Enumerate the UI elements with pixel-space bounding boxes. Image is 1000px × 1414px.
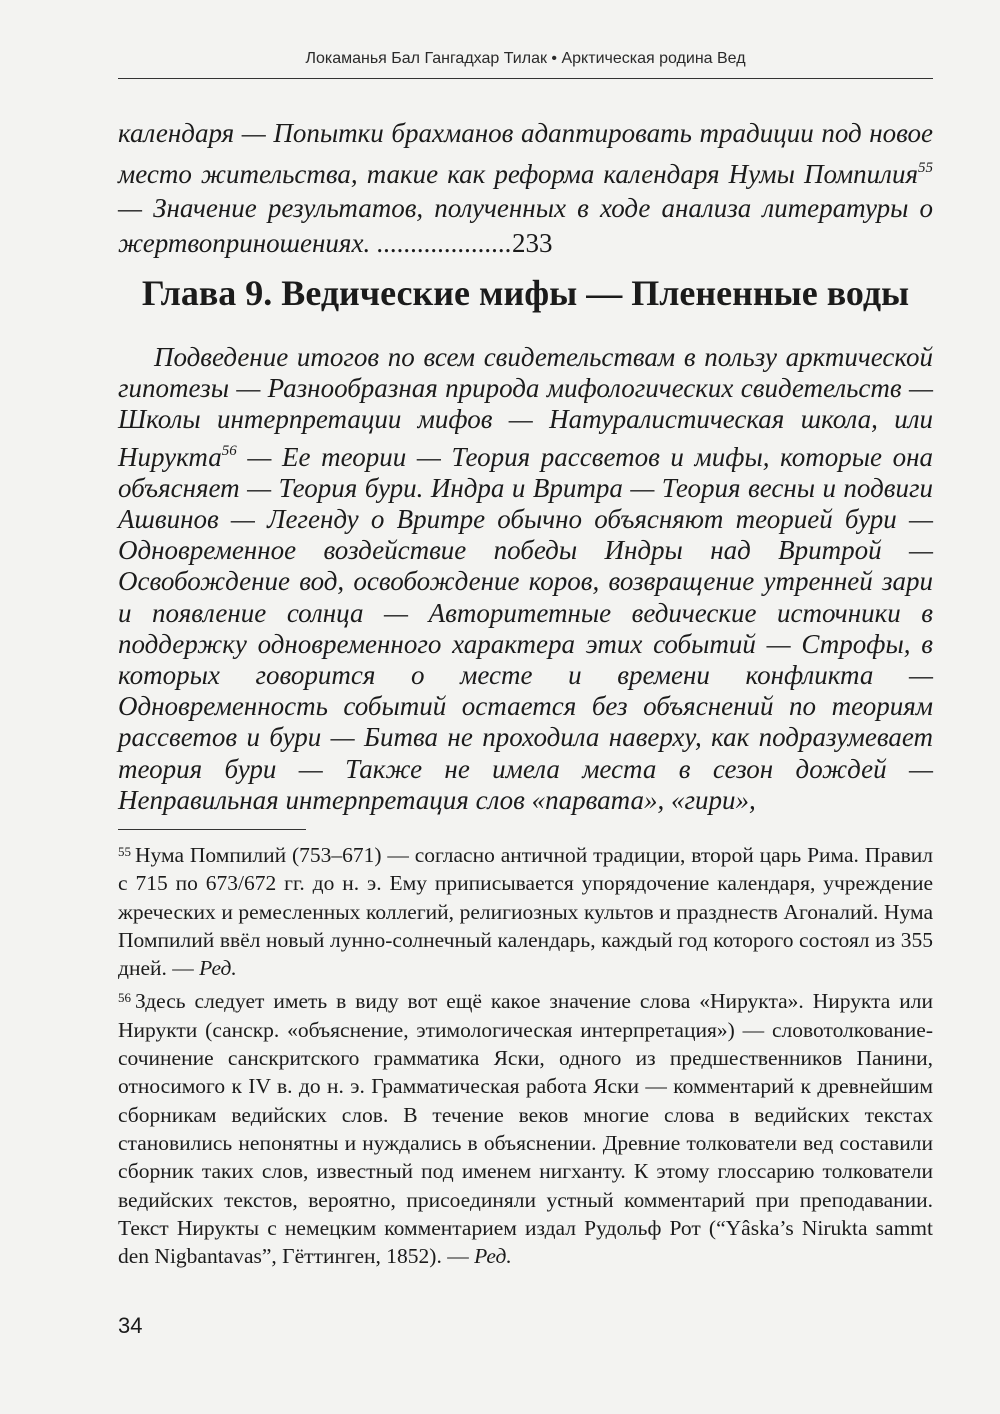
footnote-56 xyxy=(118,984,933,1270)
footnote-number: 56 xyxy=(118,990,131,1006)
chapter-summary xyxy=(118,342,933,816)
summary-text-continued: — Ее теории — Теория рассветов и мифы, которые она объясняет — Теория бури. Индра и Вритра — Теория весны и подвиги Ашвинов — Легенду о Вритре обычно объясняют теорией бури — Одновременное воздействие победы Индры над Вритрой — Освобождение вод, освобождение коров, возвращение утренней зари и появление солнца — Авторитетные ведические источники в поддержку одновременного характера этих событий — Строфы, в которых говорится о месте и времени конфликта — Одновременность событий остается без объяснений по теориям рассветов и бури — Битва не проходила наверху, как подразумевает теория бури — Также не имела места в сезон дождей — Неправильная интерпретация слов «парвата», «гири», xyxy=(118,441,933,815)
toc-entry-continuation xyxy=(118,116,933,260)
toc-footnote-ref: 55 xyxy=(918,159,933,176)
toc-text-continued: — Значение результатов, полученных в ходе анализа литературы о жертвоприношениях. xyxy=(118,193,933,258)
toc-leader: .................... xyxy=(376,227,512,258)
summary-footnote-ref: 56 xyxy=(221,442,237,459)
chapter-title: Глава 9. Ведические мифы — Плененные воды xyxy=(141,273,910,313)
footnote-text: Нума Помпилий (753–671) — согласно античной традиции, второй царь Рима. Правил с 715 по 673/672 гг. до н. э. Ему приписывается упорядочение календаря, учреждение жреческих и ремесленных коллегий, религиозных культов и празднеств Агоналий. Нума Помпилий ввёл новый лунно-солнечный календарь, каждый год которого состоял из 355 дней. — xyxy=(118,843,933,981)
footnote-text: Здесь следует иметь в виду вот ещё какое значение слова «Нирукта». Нирукта или Нирукти (санскр. «объяснение, этимологическая интерпретация») — словотолкование-сочинение санскритского грамматика Яски, одного из предшественников Панини, относимого к IV в. до н. э. Грамматическая работа Яски — комментарий к древнейшим сборникам ведийских слов. В течение веков многие слова в ведийских текстах становились непонятны и нуждались в объяснении. Древние толкователи вед составили сборник таких слов, известный под именем нигханту. К этому глоссарию толкователи ведийских текстов, вероятно, присоединяли устный комментарий при преподавании. Текст Нирукты с немецким комментарием издал Рудольф Рот (“Yâska’s Nirukta sammt den Nigbantavas”, Гёттинген, 1852). — xyxy=(118,989,933,1269)
header-separator: • xyxy=(551,50,558,67)
toc-text: календаря — Попытки брахманов адаптировать традиции под новое место жительства, такие как реформа календаря Нумы Помпилия xyxy=(118,118,933,189)
running-header xyxy=(118,50,933,68)
footnote-rule xyxy=(118,829,306,830)
footnote-editor-mark: Ред. xyxy=(474,1244,512,1269)
summary-text: Подведение итогов по всем свидетельствам в пользу арктической гипотезы — Разнообразная природа мифологических свидетельств — Школы интерпретации мифов — Натуралистическая школа, или Нирукта xyxy=(118,342,933,472)
footnote-55 xyxy=(118,838,933,982)
footnote-number: 55 xyxy=(118,844,131,859)
page-number: 34 xyxy=(118,1313,143,1338)
header-rule xyxy=(118,78,933,79)
header-author: Локаманья Бал Гангадхар Тилак xyxy=(305,50,547,67)
toc-page-number: 233 xyxy=(511,227,553,258)
footnote-editor-mark: Ред. xyxy=(199,956,237,981)
header-book-title: Арктическая родина Вед xyxy=(561,50,746,67)
footnotes xyxy=(118,838,933,1270)
